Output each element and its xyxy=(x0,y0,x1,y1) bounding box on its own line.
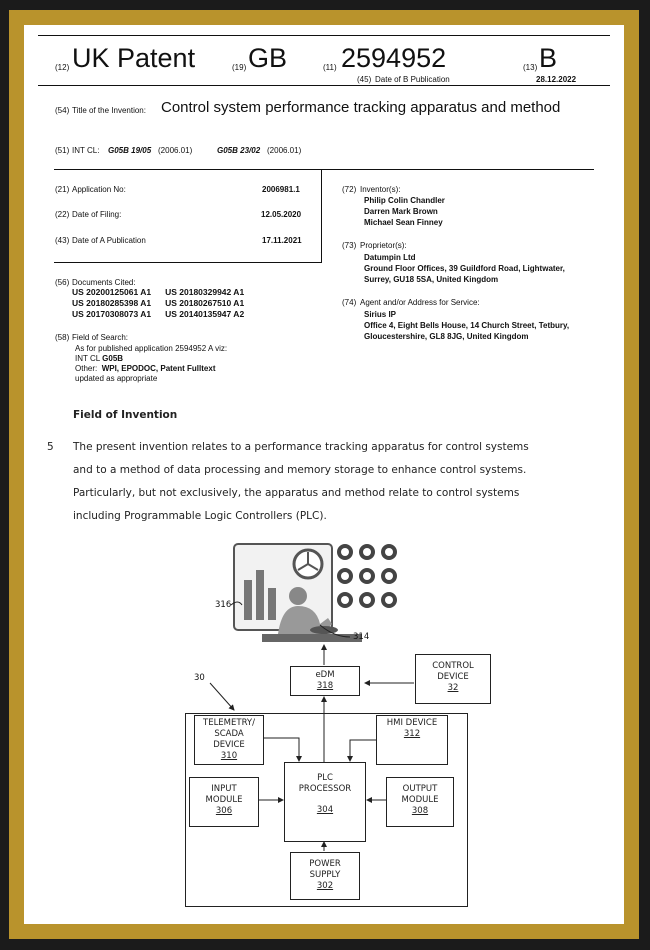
kind-code: B xyxy=(539,43,558,73)
cited-doc: US 20170308073 A1 xyxy=(72,309,152,319)
application-no-label: Application No: xyxy=(72,185,126,194)
country-code: GB xyxy=(248,43,288,73)
control-device-line-1: CONTROL xyxy=(432,661,474,671)
line-number: 5 xyxy=(47,441,54,453)
code-56: (56) xyxy=(55,278,70,287)
control-device-box xyxy=(415,654,491,704)
int-cl-year-1: (2006.01) xyxy=(158,146,193,155)
hmi-device-box xyxy=(376,715,448,765)
plc-processor-box xyxy=(284,762,366,842)
invention-title: Control system performance tracking apparatus and method xyxy=(161,99,561,116)
telemetry-line-3: DEVICE xyxy=(213,740,245,750)
telemetry-box xyxy=(194,715,264,765)
body-line: The present invention relates to a performance tracking apparatus for control systems xyxy=(73,441,529,453)
input-module-ref: 306 xyxy=(215,806,233,816)
cited-doc: US 20140135947 A2 xyxy=(165,309,245,319)
int-cl-year-2: (2006.01) xyxy=(267,146,302,155)
cited-doc: US 20180329942 A1 xyxy=(165,287,245,297)
code-19: (19) xyxy=(232,63,247,72)
filing-date-label: Date of Filing: xyxy=(72,210,122,219)
edm-ref: 318 xyxy=(316,681,334,691)
power-supply-line-2: SUPPLY xyxy=(309,870,341,880)
code-45: (45) xyxy=(357,75,372,84)
hmi-device-label: HMI DEVICE xyxy=(386,718,438,728)
telemetry-line-1: TELEMETRY/ xyxy=(203,718,255,728)
code-13: (13) xyxy=(523,63,538,72)
field-of-search-label: Field of Search: xyxy=(72,333,129,342)
plc-ref: 304 xyxy=(316,805,334,815)
proprietor-line: Ground Floor Offices, 39 Guildford Road, Lightwater, xyxy=(364,264,565,273)
telemetry-ref: 310 xyxy=(220,751,238,761)
code-43: (43) xyxy=(55,236,70,245)
edm-label: eDM xyxy=(315,670,335,680)
plc-line-1: PLC xyxy=(317,773,333,783)
inventor-name: Darren Mark Brown xyxy=(364,207,438,216)
int-cl-class-1: G05B 19/05 xyxy=(108,146,152,155)
input-module-line-1: INPUT xyxy=(211,784,237,794)
input-module-box xyxy=(189,777,259,827)
input-module-line-2: MODULE xyxy=(205,795,243,805)
code-58: (58) xyxy=(55,333,70,342)
cited-doc: US 20180267510 A1 xyxy=(165,298,245,308)
power-supply-ref: 302 xyxy=(316,881,334,891)
code-54: (54) xyxy=(55,106,70,115)
body-line: Particularly, but not exclusively, the apparatus and method relate to control systems xyxy=(73,487,520,499)
plc-line-2: PROCESSOR xyxy=(298,784,352,794)
cited-doc: US 20180285398 A1 xyxy=(72,298,152,308)
agent-line: Gloucestershire, GL8 8JG, United Kingdom xyxy=(364,332,529,341)
output-module-line-2: MODULE xyxy=(401,795,439,805)
agent-line: Office 4, Eight Bells House, 14 Church Street, Tetbury, xyxy=(364,321,570,330)
code-22: (22) xyxy=(55,210,70,219)
body-line: and to a method of data processing and memory storage to enhance control systems. xyxy=(73,464,527,476)
field-heading: Field of Invention xyxy=(73,409,178,421)
cited-doc: US 20200125061 A1 xyxy=(72,287,152,297)
search-line-1: As for published application 2594952 A viz: xyxy=(75,344,228,353)
search-line-2: INT CL G05B xyxy=(75,354,124,363)
code-74: (74) xyxy=(342,298,357,307)
code-51: (51) xyxy=(55,146,70,155)
ref-316: 316 xyxy=(215,600,232,610)
hmi-device-ref: 312 xyxy=(403,729,421,739)
code-73: (73) xyxy=(342,241,357,250)
int-cl-label: INT CL: xyxy=(72,146,100,155)
ref-314: 314 xyxy=(353,632,370,642)
agent-label: Agent and/or Address for Service: xyxy=(360,298,480,307)
edm-box xyxy=(290,666,360,696)
output-module-ref: 308 xyxy=(411,806,429,816)
proprietor-line: Datumpin Ltd xyxy=(364,253,416,262)
control-device-ref: 32 xyxy=(447,683,459,693)
output-module-box xyxy=(386,777,454,827)
application-no-value: 2006981.1 xyxy=(262,185,300,194)
publication-label: Date of B Publication xyxy=(375,75,450,84)
agent-line: Sirius IP xyxy=(364,310,397,319)
output-module-line-1: OUTPUT xyxy=(402,784,438,794)
telemetry-line-2: SCADA xyxy=(214,729,244,739)
control-device-line-2: DEVICE xyxy=(437,672,469,682)
code-72: (72) xyxy=(342,185,357,194)
publication-date: 28.12.2022 xyxy=(536,75,577,84)
filing-date-value: 12.05.2020 xyxy=(261,210,302,219)
search-line-3: Other: WPI, EPODOC, Patent Fulltext xyxy=(75,364,216,373)
documents-cited-label: Documents Cited: xyxy=(72,278,136,287)
body-line: including Programmable Logic Controllers (PLC). xyxy=(73,510,327,522)
proprietor-line: Surrey, GU18 5SA, United Kingdom xyxy=(364,275,499,284)
proprietor-label: Proprietor(s): xyxy=(360,241,407,250)
inventor-name: Philip Colin Chandler xyxy=(364,196,445,205)
code-11: (11) xyxy=(323,63,337,72)
inventors-label: Inventor(s): xyxy=(360,185,401,194)
int-cl-class-2: G05B 23/02 xyxy=(217,146,261,155)
search-line-4: updated as appropriate xyxy=(75,374,158,383)
patent-number: 2594952 xyxy=(341,43,447,73)
ref-30: 30 xyxy=(194,673,205,683)
power-supply-box xyxy=(290,852,360,900)
code-21: (21) xyxy=(55,185,70,194)
power-supply-line-1: POWER xyxy=(309,859,341,869)
a-publication-value: 17.11.2021 xyxy=(262,236,302,245)
inventor-name: Michael Sean Finney xyxy=(364,218,443,227)
patent-type: UK Patent xyxy=(72,43,196,73)
a-publication-label: Date of A Publication xyxy=(72,236,146,245)
code-12: (12) xyxy=(55,63,70,72)
patent-page xyxy=(24,25,624,924)
title-label: Title of the Invention: xyxy=(72,106,146,115)
